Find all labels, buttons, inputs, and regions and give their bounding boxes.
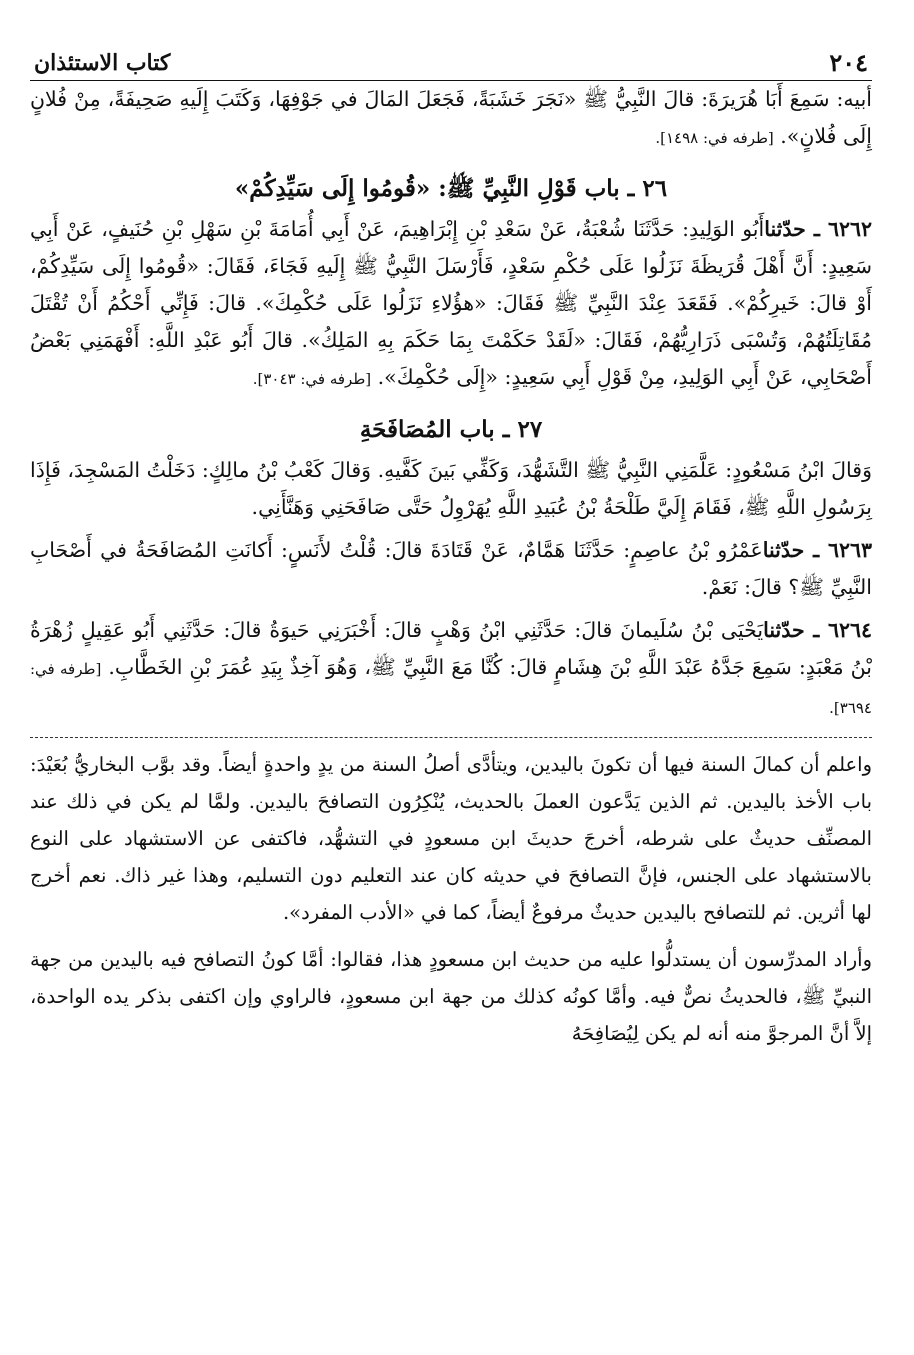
cross-reference: [طرفه في: ١٤٩٨]. — [655, 129, 774, 147]
hadith-number: ٦٢٦٣ ـ حدّثنا — [762, 538, 872, 562]
commentary-paragraph-1: واعلم أن كمالَ السنة فيها أن تكونَ باليدين، ويتأدَّى أصلُ السنة من يدٍ واحدةٍ أيضاً. وقد بوَّب البخاريُّ بُعَيْدَ: باب الأخذ باليدين. ثم الذين يَدَّعون العملَ بالحديث، يُنْكِرُون التصافحَ باليدين. ولمَّا لم يكن في ذلك عند المصنِّف حديثٌ على شرطه، أخرجَ حديثَ ابن مسعودٍ في التشهُّد، فاكتفى عن الاستشهاد على النوع بالاستشهاد على الجنس، فإنَّ التصافحَ في حديثه كان عند التعليم دون التسليم، وهذا غير ذاك. نعم أخرج لها أثرين. ثم للتصافح باليدين حديثٌ مرفوعٌ أيضاً، كما في «الأدب المفرد». — [30, 753, 872, 924]
hadith-6264 — [30, 612, 872, 727]
hadith-text — [30, 81, 872, 727]
cross-reference: [طرفه في: ٣٦٩٤]. — [30, 660, 872, 717]
hadith-number: ٦٢٦٢ ـ حدّثنا — [764, 217, 872, 241]
document-page — [30, 46, 872, 1355]
hadith-body: عَمْرُو بْنُ عاصِمٍ: حَدَّثَنَا هَمَّامٌ، عَنْ قَتَادَةَ قالَ: قُلْتُ لأَنَسٍ: أَكانَتِ المُصَافَحَةُ في أَصْحَابِ النَّبِيِّ ﷺ؟ قالَ: نَعَمْ. — [30, 538, 872, 599]
hadith-body: أَبُو الوَلِيدِ: حَدَّثَنَا شُعْبَةُ، عَنْ سَعْدِ بْنِ إِبْرَاهِيمَ، عَنْ أَبِي أُمَامَةَ بْنِ سَهْلِ بْنِ حُنَيفٍ، عَنْ أَبِي سَعِيدٍ: أَنَّ أَهْلَ قُرَيظَةَ نَزَلُوا عَلَى حُكْمِ سَعْدٍ، فَأَرْسَلَ النَّبِيُّ ﷺ إِلَيهِ فَجَاءَ، فَقَالَ: «قُومُوا إِلَى سَيِّدِكُمْ، أَوْ قالَ: خَيرِكُمْ». فَقَعَدَ عِنْدَ النَّبِيِّ ﷺ فَقَالَ: «هؤُلاءِ نَزَلُوا عَلَى حُكْمِكَ». قالَ: فَإِنِّي أَحْكُمُ أَنْ تُقْتَلَ مُقَاتِلَتُهُمْ، وَتُسْبَى ذَرَارِيُّهُمْ، فَقَالَ: «لَقَدْ حَكَمْتَ بِمَا حَكَمَ بِهِ المَلِكُ». قالَ أَبُو عَبْدِ اللَّهِ: أَفْهَمَنِي بَعْضُ أَصْحَابِي، عَنْ أَبِي الوَلِيدِ، مِنْ قَوْلِ أَبِي سَعِيدٍ: «إِلَى حُكْمِكَ». — [30, 217, 872, 389]
hadith-6263 — [30, 532, 872, 606]
book-title: كتاب الاستئذان — [34, 50, 171, 76]
page-number: ٢٠٤ — [829, 48, 868, 77]
text-commentary-divider — [30, 737, 872, 738]
chapter-heading-27: ٢٧ ـ باب المُصَافَحَةِ — [359, 416, 543, 443]
hadith-continuation — [30, 81, 872, 157]
hadith-continuation-text: أبيه: سَمِعَ أَبَا هُرَيرَةَ: قالَ النَّبِيُّ ﷺ «نَجَرَ خَشَبَةً، فَجَعَلَ المَالَ في جَوْفِهَا، وَكَتَبَ إِلَيهِ صَحِيفَةً، مِنْ فُلانٍ إِلَى فُلانٍ». — [30, 87, 872, 148]
hadith-body: يَحْيَى بْنُ سُلَيمانَ قالَ: حَدَّثَنِي ابْنُ وَهْبٍ قالَ: أَخْبَرَنِي حَيوَةُ قالَ: حَدَّثَنِي أَبُو عَقِيلٍ زُهْرَةُ بْنُ مَعْبَدٍ: سَمِعَ جَدَّهُ عَبْدَ اللَّهِ بْنَ هِشَامٍ قالَ: كُنَّا مَعَ النَّبِيِّ ﷺ، وَهُوَ آخِذٌ بِيَدِ عُمَرَ بْنِ الخَطَّابِ. — [30, 618, 872, 679]
hadith-6262 — [30, 211, 872, 398]
commentary — [30, 746, 872, 1052]
commentary-paragraph-2: وأراد المدرِّسون أن يستدلُّوا عليه من حديث ابن مسعودٍ هذا، فقالوا: أمَّا كونُ التصافح فيه باليدين من جهة النبيِّ ﷺ، فالحديثُ نصٌّ فيه. وأمَّا كونُه كذلك من جهة ابن مسعودٍ، فالراوي وإن اكتفى بذكر يده الواحدة، إلاَّ أنَّ المرجوَّ منه أنه لم يكن لِيُصَافِحَهُ — [30, 948, 872, 1045]
page-header — [30, 46, 872, 81]
chapter-heading-26: ٢٦ ـ باب قَوْلِ النَّبِيِّ ﷺ: «قُومُوا إِلَى سَيِّدِكُمْ» — [234, 175, 668, 202]
hadith-number: ٦٢٦٤ ـ حدّثنا — [763, 618, 872, 642]
cross-reference: [طرفه في: ٣٠٤٣]. — [252, 370, 372, 388]
chapter-27-intro: وَقالَ ابْنُ مَسْعُودٍ: عَلَّمَنِي النَّبِيُّ ﷺ التَّشَهُّدَ، وَكَفِّي بَينَ كَفَّيهِ. وَقالَ كَعْبُ بْنُ مالِكٍ: دَخَلْتُ المَسْجِدَ، فَإِذَا بِرَسُولِ اللَّهِ ﷺ، فَقَامَ إِلَيَّ طَلْحَةُ بْنُ عُبَيدِ اللَّهِ يُهَرْوِلُ حَتَّى صَافَحَنِي وَهَنَّأَنِي. — [30, 458, 872, 519]
